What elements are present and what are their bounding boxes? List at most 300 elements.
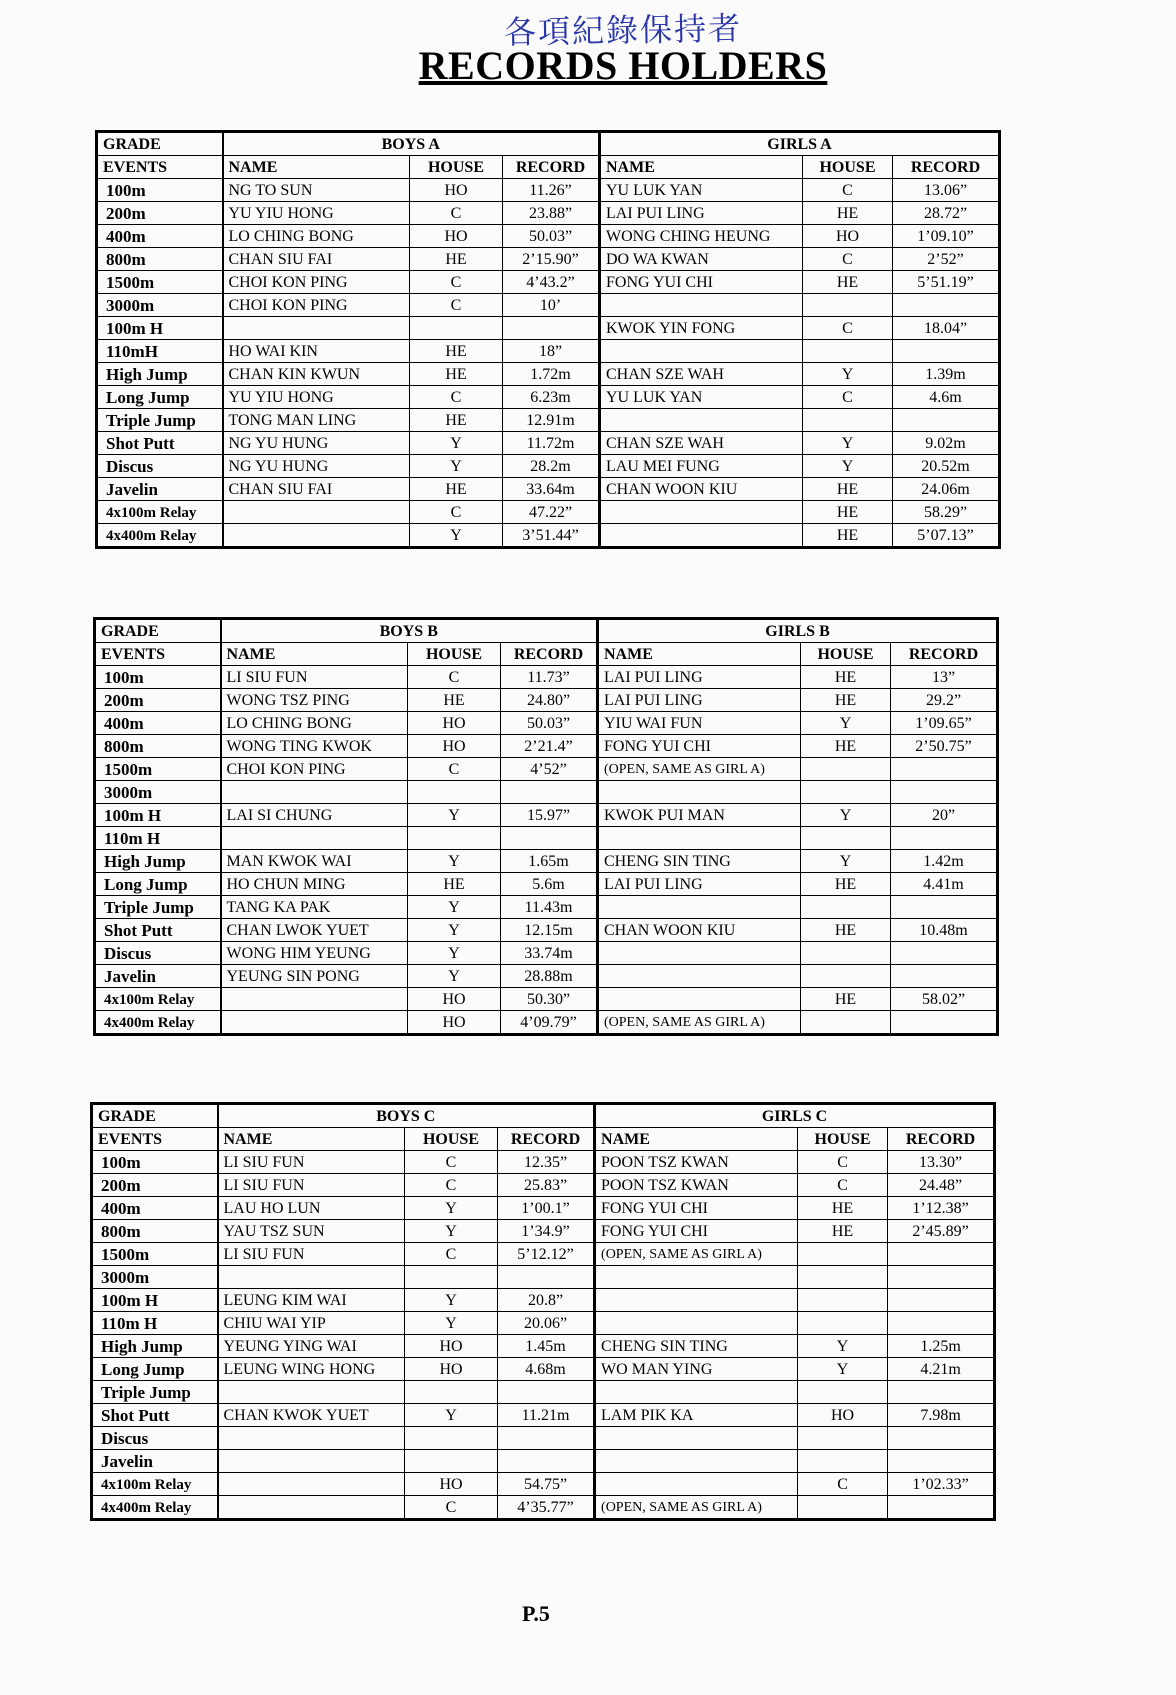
- boys-name-cell: LAU HO LUN: [218, 1197, 405, 1220]
- boys-house-cell: HO: [405, 1473, 498, 1496]
- girls-name-cell: [598, 965, 801, 988]
- records-table-c: [90, 1102, 996, 1521]
- girls-record-cell: 1.39m: [893, 363, 1000, 386]
- boys-name-cell: LO CHING BONG: [221, 712, 408, 735]
- boys-house-cell: Y: [405, 1404, 498, 1427]
- event-cell: 100m: [92, 1151, 218, 1174]
- girls-name-cell: FONG YUI CHI: [595, 1197, 798, 1220]
- records-table-b: [93, 617, 999, 1036]
- boys-name-cell: LI SIU FUN: [218, 1243, 405, 1266]
- event-cell: 200m: [92, 1174, 218, 1197]
- boys-record-header: RECORD: [501, 643, 598, 666]
- event-cell: Shot Putt: [95, 919, 221, 942]
- boys-house-cell: C: [405, 1243, 498, 1266]
- events-header: EVENTS: [97, 156, 223, 179]
- event-cell: Triple Jump: [97, 409, 223, 432]
- event-cell: 4x400m Relay: [97, 524, 223, 548]
- girls-record-cell: [891, 896, 998, 919]
- boys-name-cell: CHOI KON PING: [223, 271, 410, 294]
- girls-record-cell: [891, 965, 998, 988]
- girls-record-cell: 1’09.10”: [893, 225, 1000, 248]
- boys-house-cell: C: [410, 294, 503, 317]
- girls-name-cell: [595, 1266, 798, 1289]
- boys-record-cell: 4’43.2”: [503, 271, 600, 294]
- boys-house-cell: [410, 317, 503, 340]
- girls-house-cell: [801, 827, 891, 850]
- boys-record-cell: 6.23m: [503, 386, 600, 409]
- table-row: [97, 501, 1000, 524]
- boys-house-cell: [405, 1450, 498, 1473]
- girls-record-cell: [888, 1266, 995, 1289]
- boys-name-cell: YU YIU HONG: [223, 386, 410, 409]
- girls-house-header: HOUSE: [801, 643, 891, 666]
- girls-house-header: HOUSE: [798, 1128, 888, 1151]
- event-cell: Shot Putt: [97, 432, 223, 455]
- table-row: [92, 1496, 995, 1520]
- girls-record-cell: 1.25m: [888, 1335, 995, 1358]
- table-row: [97, 294, 1000, 317]
- event-cell: 110m H: [92, 1312, 218, 1335]
- event-cell: 100m: [97, 179, 223, 202]
- girls-name-header: NAME: [595, 1128, 798, 1151]
- girls-record-cell: 13.30”: [888, 1151, 995, 1174]
- boys-record-cell: 4’09.79”: [501, 1011, 598, 1035]
- table-row: [95, 965, 998, 988]
- page-number: P.5: [522, 1601, 550, 1626]
- boys-house-cell: HO: [408, 735, 501, 758]
- boys-name-cell: LO CHING BONG: [223, 225, 410, 248]
- girls-name-cell: FONG YUI CHI: [598, 735, 801, 758]
- girls-house-cell: [801, 942, 891, 965]
- boys-record-cell: 20.06”: [498, 1312, 595, 1335]
- boys-record-cell: [498, 1427, 595, 1450]
- girls-name-cell: CHENG SIN TING: [595, 1335, 798, 1358]
- boys-record-cell: 28.2m: [503, 455, 600, 478]
- boys-record-cell: [498, 1266, 595, 1289]
- girls-house-cell: [798, 1450, 888, 1473]
- boys-name-cell: YEUNG YING WAI: [218, 1335, 405, 1358]
- girls-house-cell: Y: [798, 1358, 888, 1381]
- boys-record-cell: 15.97”: [501, 804, 598, 827]
- table-row: [92, 1335, 995, 1358]
- page-title: RECORDS HOLDERS: [418, 43, 828, 88]
- boys-name-cell: LAI SI CHUNG: [221, 804, 408, 827]
- boys-name-cell: YAU TSZ SUN: [218, 1220, 405, 1243]
- table-row: [95, 919, 998, 942]
- girls-name-cell: KWOK YIN FONG: [600, 317, 803, 340]
- boys-house-cell: [408, 827, 501, 850]
- girls-house-cell: HE: [803, 501, 893, 524]
- boys-house-cell: Y: [405, 1289, 498, 1312]
- boys-group-header: BOYS A: [223, 132, 600, 156]
- boys-record-cell: 11.73”: [501, 666, 598, 689]
- boys-record-cell: 20.8”: [498, 1289, 595, 1312]
- boys-name-cell: LEUNG KIM WAI: [218, 1289, 405, 1312]
- boys-name-cell: WONG TING KWOK: [221, 735, 408, 758]
- table-row: [92, 1427, 995, 1450]
- girls-name-cell: LAI PUI LING: [598, 689, 801, 712]
- boys-name-cell: [218, 1266, 405, 1289]
- girls-name-cell: [600, 524, 803, 548]
- boys-record-cell: 1.45m: [498, 1335, 595, 1358]
- boys-record-cell: 12.15m: [501, 919, 598, 942]
- boys-group-header: BOYS B: [221, 619, 598, 643]
- girls-house-cell: HO: [803, 225, 893, 248]
- girls-record-cell: 13.06”: [893, 179, 1000, 202]
- girls-record-cell: 2’45.89”: [888, 1220, 995, 1243]
- boys-record-cell: 2’21.4”: [501, 735, 598, 758]
- boys-name-cell: [218, 1450, 405, 1473]
- boys-name-cell: LI SIU FUN: [221, 666, 408, 689]
- boys-house-cell: HO: [405, 1335, 498, 1358]
- table-row: [92, 1404, 995, 1427]
- boys-name-cell: CHIU WAI YIP: [218, 1312, 405, 1335]
- table-row: [97, 409, 1000, 432]
- boys-record-cell: 4’35.77”: [498, 1496, 595, 1520]
- girls-house-cell: [801, 896, 891, 919]
- girls-house-cell: HE: [801, 735, 891, 758]
- boys-name-cell: HO CHUN MING: [221, 873, 408, 896]
- event-cell: Discus: [95, 942, 221, 965]
- girls-record-cell: 58.02”: [891, 988, 998, 1011]
- boys-house-cell: HE: [408, 689, 501, 712]
- girls-name-cell: [600, 409, 803, 432]
- boys-house-cell: C: [405, 1496, 498, 1520]
- table-row: [97, 340, 1000, 363]
- boys-name-cell: TONG MAN LING: [223, 409, 410, 432]
- group-header-row: [95, 619, 998, 643]
- boys-name-cell: TANG KA PAK: [221, 896, 408, 919]
- girls-name-cell: (OPEN, SAME AS GIRL A): [595, 1496, 798, 1520]
- boys-name-cell: [218, 1381, 405, 1404]
- boys-record-cell: 11.72m: [503, 432, 600, 455]
- girls-name-cell: [595, 1473, 798, 1496]
- girls-name-cell: LAM PIK KA: [595, 1404, 798, 1427]
- boys-house-cell: C: [405, 1174, 498, 1197]
- boys-record-cell: [503, 317, 600, 340]
- boys-record-cell: 5.6m: [501, 873, 598, 896]
- event-cell: Javelin: [97, 478, 223, 501]
- boys-record-cell: 1.72m: [503, 363, 600, 386]
- girls-record-header: RECORD: [893, 156, 1000, 179]
- girls-house-cell: HE: [803, 524, 893, 548]
- boys-group-header: BOYS C: [218, 1104, 595, 1128]
- boys-record-cell: 18”: [503, 340, 600, 363]
- boys-name-cell: CHAN LWOK YUET: [221, 919, 408, 942]
- girls-name-cell: [595, 1427, 798, 1450]
- girls-record-header: RECORD: [891, 643, 998, 666]
- boys-house-cell: [408, 781, 501, 804]
- girls-house-cell: [801, 758, 891, 781]
- girls-record-cell: 4.21m: [888, 1358, 995, 1381]
- boys-name-cell: [221, 988, 408, 1011]
- event-cell: 400m: [97, 225, 223, 248]
- events-header: EVENTS: [92, 1128, 218, 1151]
- girls-record-cell: [893, 409, 1000, 432]
- boys-house-cell: Y: [405, 1220, 498, 1243]
- table-row: [95, 758, 998, 781]
- boys-house-cell: HO: [408, 712, 501, 735]
- boys-house-cell: HE: [410, 363, 503, 386]
- boys-record-cell: [501, 827, 598, 850]
- table-row: [95, 942, 998, 965]
- event-cell: Discus: [97, 455, 223, 478]
- event-cell: 4x100m Relay: [95, 988, 221, 1011]
- girls-house-cell: C: [803, 179, 893, 202]
- boys-record-cell: 3’51.44”: [503, 524, 600, 548]
- girls-house-header: HOUSE: [803, 156, 893, 179]
- event-cell: 800m: [92, 1220, 218, 1243]
- girls-name-cell: POON TSZ KWAN: [595, 1174, 798, 1197]
- girls-house-cell: C: [803, 248, 893, 271]
- grade-header: GRADE: [95, 619, 221, 643]
- boys-record-cell: [498, 1381, 595, 1404]
- girls-house-cell: HE: [801, 689, 891, 712]
- event-cell: 3000m: [97, 294, 223, 317]
- boys-house-cell: C: [405, 1151, 498, 1174]
- girls-house-cell: C: [803, 317, 893, 340]
- event-cell: High Jump: [97, 363, 223, 386]
- boys-name-cell: WONG HIM YEUNG: [221, 942, 408, 965]
- girls-record-cell: [893, 340, 1000, 363]
- girls-name-cell: [598, 827, 801, 850]
- event-cell: 110mH: [97, 340, 223, 363]
- girls-name-cell: YIU WAI FUN: [598, 712, 801, 735]
- table-row: [95, 873, 998, 896]
- girls-record-cell: 9.02m: [893, 432, 1000, 455]
- boys-name-cell: CHAN KIN KWUN: [223, 363, 410, 386]
- girls-name-cell: LAI PUI LING: [598, 666, 801, 689]
- boys-house-cell: Y: [410, 524, 503, 548]
- event-cell: 1500m: [95, 758, 221, 781]
- girls-name-cell: YU LUK YAN: [600, 386, 803, 409]
- girls-house-cell: [803, 409, 893, 432]
- boys-house-cell: HO: [408, 1011, 501, 1035]
- girls-name-cell: CHENG SIN TING: [598, 850, 801, 873]
- boys-house-cell: Y: [410, 432, 503, 455]
- girls-name-cell: [600, 294, 803, 317]
- girls-house-cell: [798, 1381, 888, 1404]
- girls-name-cell: (OPEN, SAME AS GIRL A): [598, 1011, 801, 1035]
- boys-house-cell: HO: [405, 1358, 498, 1381]
- boys-record-cell: 1’00.1”: [498, 1197, 595, 1220]
- girls-house-cell: HE: [803, 202, 893, 225]
- event-cell: Long Jump: [92, 1358, 218, 1381]
- boys-record-cell: 11.43m: [501, 896, 598, 919]
- girls-house-cell: [798, 1266, 888, 1289]
- boys-house-cell: HE: [410, 409, 503, 432]
- boys-house-cell: [405, 1381, 498, 1404]
- event-cell: 1500m: [97, 271, 223, 294]
- girls-record-cell: 28.72”: [893, 202, 1000, 225]
- boys-name-cell: [223, 524, 410, 548]
- girls-record-cell: 29.2”: [891, 689, 998, 712]
- girls-house-cell: Y: [803, 432, 893, 455]
- boys-house-cell: [405, 1266, 498, 1289]
- girls-house-cell: HO: [798, 1404, 888, 1427]
- girls-name-cell: CHAN SZE WAH: [600, 432, 803, 455]
- boys-record-cell: 25.83”: [498, 1174, 595, 1197]
- boys-record-cell: 5’12.12”: [498, 1243, 595, 1266]
- girls-house-cell: [803, 294, 893, 317]
- table-row: [92, 1450, 995, 1473]
- records-table-a: [95, 130, 1001, 549]
- event-cell: 4x400m Relay: [92, 1496, 218, 1520]
- girls-house-cell: Y: [801, 712, 891, 735]
- girls-record-cell: 4.6m: [893, 386, 1000, 409]
- boys-name-cell: CHAN SIU FAI: [223, 248, 410, 271]
- grade-header: GRADE: [92, 1104, 218, 1128]
- table-row: [95, 988, 998, 1011]
- boys-record-cell: 24.80”: [501, 689, 598, 712]
- girls-house-cell: HE: [798, 1220, 888, 1243]
- handwritten-chinese-title: 各項紀錄保持者: [503, 9, 743, 52]
- table-row: [95, 804, 998, 827]
- boys-house-cell: Y: [405, 1312, 498, 1335]
- boys-house-cell: HE: [410, 340, 503, 363]
- girls-record-cell: 2’50.75”: [891, 735, 998, 758]
- boys-house-cell: Y: [408, 965, 501, 988]
- boys-name-header: NAME: [218, 1128, 405, 1151]
- girls-house-cell: Y: [801, 850, 891, 873]
- girls-record-cell: 18.04”: [893, 317, 1000, 340]
- girls-record-cell: 1’02.33”: [888, 1473, 995, 1496]
- girls-house-cell: HE: [803, 271, 893, 294]
- boys-record-cell: 47.22”: [503, 501, 600, 524]
- table-body: [92, 1104, 995, 1520]
- table-row: [97, 317, 1000, 340]
- girls-house-cell: HE: [803, 478, 893, 501]
- table-row: [92, 1243, 995, 1266]
- boys-house-cell: Y: [410, 455, 503, 478]
- table-row: [97, 248, 1000, 271]
- table-row: [97, 271, 1000, 294]
- boys-name-cell: [221, 1011, 408, 1035]
- boys-name-header: NAME: [221, 643, 408, 666]
- girls-record-cell: [891, 758, 998, 781]
- event-cell: 400m: [95, 712, 221, 735]
- boys-record-cell: 50.03”: [503, 225, 600, 248]
- boys-house-cell: Y: [408, 942, 501, 965]
- event-cell: 800m: [97, 248, 223, 271]
- girls-house-cell: [798, 1312, 888, 1335]
- girls-record-cell: [888, 1289, 995, 1312]
- girls-name-cell: [600, 340, 803, 363]
- girls-house-cell: Y: [798, 1335, 888, 1358]
- girls-name-cell: [595, 1381, 798, 1404]
- girls-group-header: GIRLS C: [595, 1104, 995, 1128]
- girls-name-cell: POON TSZ KWAN: [595, 1151, 798, 1174]
- event-cell: Long Jump: [97, 386, 223, 409]
- girls-group-header: GIRLS A: [600, 132, 1000, 156]
- boys-house-cell: C: [410, 202, 503, 225]
- girls-name-cell: (OPEN, SAME AS GIRL A): [595, 1243, 798, 1266]
- events-header: EVENTS: [95, 643, 221, 666]
- girls-record-header: RECORD: [888, 1128, 995, 1151]
- girls-name-header: NAME: [600, 156, 803, 179]
- girls-group-header: GIRLS B: [598, 619, 998, 643]
- girls-record-cell: 1’12.38”: [888, 1197, 995, 1220]
- girls-name-cell: [595, 1289, 798, 1312]
- table-row: [97, 524, 1000, 548]
- event-cell: 4x100m Relay: [92, 1473, 218, 1496]
- boys-name-cell: NG YU HUNG: [223, 455, 410, 478]
- boys-name-cell: CHAN KWOK YUET: [218, 1404, 405, 1427]
- grade-header: GRADE: [97, 132, 223, 156]
- boys-record-cell: 28.88m: [501, 965, 598, 988]
- table-row: [95, 666, 998, 689]
- girls-name-cell: [598, 942, 801, 965]
- girls-name-cell: (OPEN, SAME AS GIRL A): [598, 758, 801, 781]
- boys-house-header: HOUSE: [405, 1128, 498, 1151]
- table-row: [92, 1358, 995, 1381]
- boys-record-header: RECORD: [503, 156, 600, 179]
- boys-house-cell: C: [410, 501, 503, 524]
- girls-record-cell: 24.48”: [888, 1174, 995, 1197]
- table-row: [92, 1266, 995, 1289]
- boys-name-cell: NG TO SUN: [223, 179, 410, 202]
- boys-record-cell: 12.35”: [498, 1151, 595, 1174]
- boys-name-cell: LI SIU FUN: [218, 1174, 405, 1197]
- boys-record-cell: 54.75”: [498, 1473, 595, 1496]
- girls-record-cell: 10.48m: [891, 919, 998, 942]
- boys-record-header: RECORD: [498, 1128, 595, 1151]
- boys-house-cell: HE: [408, 873, 501, 896]
- table-row: [95, 896, 998, 919]
- boys-name-header: NAME: [223, 156, 410, 179]
- girls-record-cell: 5’07.13”: [893, 524, 1000, 548]
- girls-record-cell: [891, 942, 998, 965]
- table-row: [92, 1174, 995, 1197]
- girls-name-cell: FONG YUI CHI: [600, 271, 803, 294]
- boys-name-cell: NG YU HUNG: [223, 432, 410, 455]
- girls-record-cell: 20”: [891, 804, 998, 827]
- table-row: [92, 1289, 995, 1312]
- boys-house-cell: HE: [410, 478, 503, 501]
- girls-record-cell: 58.29”: [893, 501, 1000, 524]
- boys-house-cell: HO: [408, 988, 501, 1011]
- girls-house-cell: C: [798, 1174, 888, 1197]
- boys-house-cell: Y: [408, 850, 501, 873]
- boys-record-cell: 10’: [503, 294, 600, 317]
- table-row: [95, 1011, 998, 1035]
- event-cell: 4x100m Relay: [97, 501, 223, 524]
- girls-record-cell: [891, 1011, 998, 1035]
- girls-house-cell: [803, 340, 893, 363]
- boys-house-cell: C: [408, 666, 501, 689]
- boys-record-cell: 33.64m: [503, 478, 600, 501]
- boys-record-cell: 4’52”: [501, 758, 598, 781]
- boys-house-cell: C: [408, 758, 501, 781]
- girls-name-cell: YU LUK YAN: [600, 179, 803, 202]
- girls-record-cell: [888, 1427, 995, 1450]
- event-cell: Discus: [92, 1427, 218, 1450]
- boys-house-cell: Y: [405, 1197, 498, 1220]
- girls-name-cell: CHAN WOON KIU: [600, 478, 803, 501]
- girls-name-cell: [598, 896, 801, 919]
- boys-record-cell: 2’15.90”: [503, 248, 600, 271]
- event-cell: 3000m: [95, 781, 221, 804]
- girls-house-cell: C: [798, 1151, 888, 1174]
- table-row: [92, 1151, 995, 1174]
- table-row: [97, 455, 1000, 478]
- event-cell: 1500m: [92, 1243, 218, 1266]
- table-row: [97, 179, 1000, 202]
- boys-record-cell: 50.30”: [501, 988, 598, 1011]
- girls-house-cell: HE: [801, 873, 891, 896]
- girls-name-header: NAME: [598, 643, 801, 666]
- event-cell: 100m H: [97, 317, 223, 340]
